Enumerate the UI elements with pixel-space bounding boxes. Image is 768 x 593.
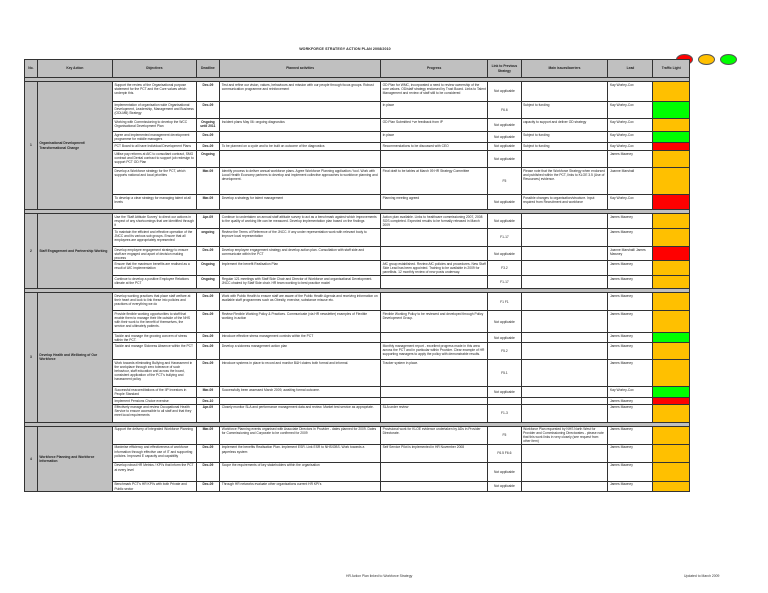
planned-activities bbox=[220, 151, 381, 168]
issues-barriers: Workforce Plan requested by NHS North West for Provider and Commissioning Directorates - please note that this work links in very closely (see request from other item) bbox=[521, 426, 608, 444]
col-link: Link to Previous Strategy bbox=[488, 60, 521, 78]
planned-activities: Implement the benefit Realisation Plan bbox=[220, 261, 381, 276]
progress: Flexible Working Policy to be reviewed and developed through Policy Development Group. bbox=[381, 311, 488, 333]
lead: James Mawney bbox=[608, 293, 653, 311]
table-row bbox=[25, 293, 690, 311]
planned-activities: Develop a sickness management action plan bbox=[220, 343, 381, 360]
lead: James Mawney bbox=[608, 360, 653, 387]
traffic-light-status bbox=[653, 151, 690, 168]
deadline: Dec-09 bbox=[196, 293, 220, 311]
progress: Tracker system in place. bbox=[381, 360, 488, 387]
progress: In place bbox=[381, 102, 488, 119]
objective: Agree and implemented management development programme for middle managers bbox=[112, 132, 196, 143]
table-row bbox=[25, 119, 690, 132]
traffic-light-status bbox=[653, 481, 690, 491]
col-traffic: Traffic Light bbox=[653, 60, 690, 78]
table-row bbox=[25, 481, 690, 491]
col-objectives: Objectives bbox=[112, 60, 196, 78]
deadline: Dec-09 bbox=[196, 360, 220, 387]
issues-barriers: Possible changes to organisation/structure. Input required from Recruitment and workforce bbox=[521, 195, 608, 210]
table-row bbox=[25, 151, 690, 168]
link-to-strategy: Not applicable bbox=[488, 82, 521, 102]
issues-barriers bbox=[521, 151, 608, 168]
col-deadline: Deadline bbox=[196, 60, 220, 78]
objective: Implement Pensions Choice exercise bbox=[112, 398, 196, 404]
progress bbox=[381, 293, 488, 311]
link-to-strategy: F5.1 bbox=[488, 360, 521, 387]
planned-activities bbox=[220, 132, 381, 143]
issues-barriers: Subject to funding bbox=[521, 132, 608, 143]
header-row bbox=[25, 60, 690, 78]
lead: James Mawney bbox=[608, 276, 653, 289]
lead: James Mawney bbox=[608, 398, 653, 404]
planned-activities: Scope the requirements of key stakeholders within the organisation bbox=[220, 462, 381, 481]
issues-barriers: Subject to funding bbox=[521, 143, 608, 151]
deadline: Apr-09 bbox=[196, 214, 220, 229]
deadline: Dec-09 bbox=[196, 102, 220, 119]
col-progress: Progress bbox=[381, 60, 488, 78]
issues-barriers bbox=[521, 82, 608, 102]
table-row bbox=[25, 168, 690, 195]
link-to-strategy: F6.5 F6.6 bbox=[488, 444, 521, 462]
col-issues: Main issues/barriers bbox=[521, 60, 608, 78]
planned-activities: Implement the benefits Realisation Plan. Implement ESR. Link ESR to NHS/OBS. Work towards a paperless system bbox=[220, 444, 381, 462]
objective: Maximise efficiency and effectiveness of workforce information through effective use of IT and supporting policies. Improved E capacity and capability bbox=[112, 444, 196, 462]
traffic-light-status bbox=[653, 195, 690, 210]
traffic-light-status bbox=[653, 261, 690, 276]
deadline: Mar-09 bbox=[196, 387, 220, 398]
objective: Develop employee engagement strategy to ensure staff are engaged and apart of decision making process bbox=[112, 247, 196, 261]
link-to-strategy: F1-17 bbox=[488, 229, 521, 247]
objective: To develop a clear strategy for managing talent at all levels bbox=[112, 195, 196, 210]
planned-activities: Regular 121 meetings with Staff Side Chair and Director of Workforce and organisational Development. JNCC chaired by Staff Side chair. HR team working to best practice model bbox=[220, 276, 381, 289]
planned-activities: To be planned on a cycle and to be built on outcome of the diagnostics bbox=[220, 143, 381, 151]
lead: James Mawney bbox=[608, 311, 653, 333]
table-row bbox=[25, 404, 690, 422]
section-number: 3 bbox=[25, 293, 38, 422]
objective: Develop a Workforce strategy for the PCT, which supports national and local priorities bbox=[112, 168, 196, 195]
deadline: Dec-09 bbox=[196, 333, 220, 343]
objective: Ensure that the maximum benefits are realised as a result of AfC implementation bbox=[112, 261, 196, 276]
col-lead: Lead bbox=[608, 60, 653, 78]
link-to-strategy: Not applicable bbox=[488, 481, 521, 491]
planned-activities: Develop a strategy for talent management bbox=[220, 195, 381, 210]
issues-barriers: capacity to support and deliver OD strategy bbox=[521, 119, 608, 132]
deadline: Apr-09 bbox=[196, 404, 220, 422]
lead: James Mawney bbox=[608, 229, 653, 247]
table-row bbox=[25, 229, 690, 247]
issues-barriers bbox=[521, 247, 608, 261]
issues-barriers bbox=[521, 462, 608, 481]
progress bbox=[381, 387, 488, 398]
traffic-light-status bbox=[653, 444, 690, 462]
objective: Tackle and manage the growing concern of stress within the PCT. bbox=[112, 333, 196, 343]
planned-activities: Identify process to deliver annual workforce plans. Agree Workforce Planning application / tool. Work with Local Health Economy partners to develop and implement collective approaches to workforce planning and development. bbox=[220, 168, 381, 195]
issues-barriers: Please note that the Workforce Strategy when endorsed and published within the PCT, links to KLOE 3.5 (Use of Resources) evidence. bbox=[521, 168, 608, 195]
link-to-strategy: F5 bbox=[488, 426, 521, 444]
issues-barriers bbox=[521, 293, 608, 311]
deadline: Dec-09 bbox=[196, 143, 220, 151]
deadline: Dec-09 bbox=[196, 444, 220, 462]
issues-barriers: Subject to funding bbox=[521, 102, 608, 119]
traffic-light-status bbox=[653, 119, 690, 132]
progress: Final draft to be tables at March 09 HR Strategy Committee bbox=[381, 168, 488, 195]
table-row bbox=[25, 261, 690, 276]
link-to-strategy: Not applicable bbox=[488, 247, 521, 261]
lead: Kay Worley-Cox bbox=[608, 102, 653, 119]
progress: Provisional work for KLOE evidence undertaken by ADs in Provider Directorate. bbox=[381, 426, 488, 444]
deadline: Ongoing until 2011 bbox=[196, 119, 220, 132]
issues-barriers bbox=[521, 333, 608, 343]
section-number: 1 bbox=[25, 82, 38, 210]
page-title: WORKFORCE STRATEGY ACTION PLAN 2008/2010 bbox=[299, 47, 391, 51]
progress: OD Plan Submitted +ve feedback from IP bbox=[381, 119, 488, 132]
link-to-strategy: Not applicable bbox=[488, 462, 521, 481]
progress: AfC group established. Review AfC policies and procedures. New Staff Side Lead has been appointed. Training to be available in 2009 for panellists. 12 monthly review of new posts underway. bbox=[381, 261, 488, 276]
table-row bbox=[25, 143, 690, 151]
deadline: Dec-10 bbox=[196, 398, 220, 404]
progress: OD Plan for WMC, incorporated a need to review ownership of the core values. OD/staff strategy endorsed by Trust Board. Links to Talent Management and review of staff still to be considered bbox=[381, 82, 488, 102]
table-row bbox=[25, 462, 690, 481]
section-number: 2 bbox=[25, 214, 38, 289]
planned-activities bbox=[220, 102, 381, 119]
action-plan-table bbox=[24, 59, 690, 492]
traffic-light-status bbox=[653, 404, 690, 422]
traffic-light-status bbox=[653, 462, 690, 481]
traffic-light-status bbox=[653, 214, 690, 229]
traffic-light-status bbox=[653, 132, 690, 143]
traffic-light-status bbox=[653, 102, 690, 119]
progress: In place bbox=[381, 132, 488, 143]
deadline: Dec-09 bbox=[196, 132, 220, 143]
objective: Develop robust HR Metrics / KPI's that inform the PCT at every level bbox=[112, 462, 196, 481]
lead: James Mawney bbox=[608, 481, 653, 491]
progress bbox=[381, 276, 488, 289]
planned-activities: Successfully been assessed March 2009, awaiting formal outcome. bbox=[220, 387, 381, 398]
progress bbox=[381, 333, 488, 343]
link-to-strategy: Not applicable bbox=[488, 311, 521, 333]
issues-barriers bbox=[521, 214, 608, 229]
deadline: Ongoing bbox=[196, 261, 220, 276]
key-action: Develop Health and Wellbeing of Our Workforce bbox=[37, 293, 112, 422]
lead: James Mawney bbox=[608, 214, 653, 229]
issues-barriers bbox=[521, 360, 608, 387]
objective: Develop working practices that place staff welfare at their heart and look to link these into policies and practices of everything we do bbox=[112, 293, 196, 311]
table-row bbox=[25, 333, 690, 343]
issues-barriers bbox=[521, 404, 608, 422]
table-row bbox=[25, 195, 690, 210]
deadline: Dec-09 bbox=[196, 343, 220, 360]
planned-activities: Introduce effective stress management controls within the PCT bbox=[220, 333, 381, 343]
issues-barriers bbox=[521, 229, 608, 247]
link-to-strategy: F1-3 bbox=[488, 404, 521, 422]
lead: James Mawney bbox=[608, 333, 653, 343]
lead: James Mawney bbox=[608, 404, 653, 422]
lead: Joanne Marshall/ James Mawney bbox=[608, 247, 653, 261]
objective: Support the review of the Organisational purpose statement for the PCT and the Core values which underpin this. bbox=[112, 82, 196, 102]
objective: Provide flexible working opportunities to staff that enable them to manage their life outside of the NHS with their work to the benefit of themselves, the service and ultimately patients. bbox=[112, 311, 196, 333]
traffic-light-status bbox=[653, 311, 690, 333]
link-to-strategy: Not applicable bbox=[488, 143, 521, 151]
link-to-strategy: Not applicable bbox=[488, 195, 521, 210]
lead: Kay Worley-Cox bbox=[608, 143, 653, 151]
traffic-light-status bbox=[653, 293, 690, 311]
lead: Kay Worley-Cox bbox=[608, 387, 653, 398]
lead: Kay Worley-Cox bbox=[608, 82, 653, 102]
planned-activities: Review the Terms of Reference of the JNCC. If any under representation work with relevant body to improve local representation bbox=[220, 229, 381, 247]
key-action: Staff Engagement and Partnership Working bbox=[37, 214, 112, 289]
lead: James Mawney bbox=[608, 426, 653, 444]
objective: To maintain the efficient and effective operation of the JNCC and its various sub groups. Ensure that all employees are appropriately represented bbox=[112, 229, 196, 247]
planned-activities: Work with Public Health to ensure staff are aware of the Public Health Agenda and receiving information on available staff programmes such as Obesity, exercise, substance misuse etc. bbox=[220, 293, 381, 311]
planned-activities: Incident plans May 06: ongoing diagnostics bbox=[220, 119, 381, 132]
traffic-light-status bbox=[653, 247, 690, 261]
objective: Working with Commissioning to develop the WCC Organisational Development Plan bbox=[112, 119, 196, 132]
table-row bbox=[25, 360, 690, 387]
traffic-light-status bbox=[653, 343, 690, 360]
planned-activities: Review Flexible Working Policy & Practices. Communicate (via HR newsletter) examples of Flexible working in action bbox=[220, 311, 381, 333]
traffic-light-status bbox=[653, 276, 690, 289]
table-row bbox=[25, 426, 690, 444]
section-number: 4 bbox=[25, 426, 38, 492]
link-to-strategy: F5 bbox=[488, 168, 521, 195]
deadline: Ongoing bbox=[196, 276, 220, 289]
objective: Implementation of organisation wide Organisational Development, Leadership, Management and Business (ODLMB) Strategy bbox=[112, 102, 196, 119]
lead: Kay Worley-Cox bbox=[608, 195, 653, 210]
lead: Joanne Marshall bbox=[608, 168, 653, 195]
lead: James Mawney bbox=[608, 261, 653, 276]
link-to-strategy: Not applicable bbox=[488, 214, 521, 229]
planned-activities: Continue to undertaken an annual staff attitude survey to act as a benchmark against which improvements to the quality of working life can be measured. Develop implementation plan based on the findings bbox=[220, 214, 381, 229]
col-key-action: Key Action bbox=[37, 60, 112, 78]
issues-barriers bbox=[521, 481, 608, 491]
progress: SLA under review bbox=[381, 404, 488, 422]
progress: Planning meeting agreed bbox=[381, 195, 488, 210]
table-row bbox=[25, 132, 690, 143]
objective: Continue to develop a positive Employee Relations climate at the PCT bbox=[112, 276, 196, 289]
objective: Effectively manage and review Occupational Health Service to ensure accessible to all staff and that they meet local requirements bbox=[112, 404, 196, 422]
table-row bbox=[25, 387, 690, 398]
traffic-light-status bbox=[653, 168, 690, 195]
deadline: Dec-09 bbox=[196, 82, 220, 102]
table-row bbox=[25, 247, 690, 261]
lead: Kay Worley-Cox bbox=[608, 132, 653, 143]
planned-activities: Closely monitor SLA and performance management data and review. Market test service as appropriate. bbox=[220, 404, 381, 422]
deadline: Dec-09 bbox=[196, 462, 220, 481]
footer-left: HR Action Plan linked to Workforce Strategy bbox=[346, 574, 413, 578]
table-row bbox=[25, 82, 690, 102]
lead: James Mawney bbox=[608, 151, 653, 168]
traffic-light-status bbox=[653, 82, 690, 102]
planned-activities: Through HR networks evaluate other organisations current HR KPI's bbox=[220, 481, 381, 491]
progress: Recommendations to be discussed with CEO bbox=[381, 143, 488, 151]
col-no: No. bbox=[25, 60, 38, 78]
link-to-strategy: Not applicable bbox=[488, 387, 521, 398]
table-row bbox=[25, 311, 690, 333]
lead: James Mawney bbox=[608, 444, 653, 462]
objective: PCT Board to all have Individual Development Plans bbox=[112, 143, 196, 151]
deadline: ongoing bbox=[196, 229, 220, 247]
planned-activities: Develop employee engagement strategy and develop action plan. Consultation with staff side and communicate within the PCT bbox=[220, 247, 381, 261]
deadline: Mar-09 bbox=[196, 195, 220, 210]
objective: Utilise pay reforms at AfC to consultant contract, SMG contract and Dental contract to support job redesign to support PCT OD Plan bbox=[112, 151, 196, 168]
link-to-strategy: F5.2 bbox=[488, 343, 521, 360]
amber-light-icon bbox=[698, 54, 715, 65]
issues-barriers bbox=[521, 444, 608, 462]
progress bbox=[381, 247, 488, 261]
traffic-light-status bbox=[653, 229, 690, 247]
deadline: Mar-09 bbox=[196, 426, 220, 444]
link-to-strategy: F1 F1 bbox=[488, 293, 521, 311]
deadline: Dec-09 bbox=[196, 311, 220, 333]
issues-barriers bbox=[521, 343, 608, 360]
objective: Work towards eliminating Bullying and Harassment in the workplace through zero tolerance of such behaviour, staff education and across the board, consistent application of the PCT's bullying and harassment policy bbox=[112, 360, 196, 387]
deadline: Dec-09 bbox=[196, 481, 220, 491]
footer-right: Updated to March 2009 bbox=[684, 574, 720, 578]
planned-activities: Test and refine our vision, values, behaviours and mission with our people through focus groups. Robust communication programme and reinforcement bbox=[220, 82, 381, 102]
table-row bbox=[25, 102, 690, 119]
issues-barriers bbox=[521, 311, 608, 333]
progress bbox=[381, 229, 488, 247]
table-row bbox=[25, 276, 690, 289]
table-row bbox=[25, 343, 690, 360]
objective: Use the 'Staff Attitude Survey' to direct our actions in respect of any shortcomings that are identified through it bbox=[112, 214, 196, 229]
planned-activities: Introduce systems in place to record and monitor B&H claims both formal and informal. bbox=[220, 360, 381, 387]
progress bbox=[381, 481, 488, 491]
progress bbox=[381, 462, 488, 481]
lead: James Mawney bbox=[608, 462, 653, 481]
objective: Benchmark PCT's HR KPI's with both Private and Public sector bbox=[112, 481, 196, 491]
link-to-strategy: F6.6 bbox=[488, 102, 521, 119]
issues-barriers bbox=[521, 387, 608, 398]
traffic-light-status bbox=[653, 143, 690, 151]
objective: Tackle and manage Sickness Absence within the PCT bbox=[112, 343, 196, 360]
link-to-strategy: Not applicable bbox=[488, 119, 521, 132]
link-to-strategy: F3.2 bbox=[488, 261, 521, 276]
planned-activities: Workforce Planning events organised with Associate Directors in Provider - dates planned for 2009. Dates for Commissioning and Corporate to be confirmed for 2009 bbox=[220, 426, 381, 444]
link-to-strategy: Not applicable bbox=[488, 151, 521, 168]
link-to-strategy: Not applicable bbox=[488, 132, 521, 143]
progress: Action plan available. Links to healthcare commissioning 2007, 2008 SOS completed. Expected results to be formally released in March 2009 bbox=[381, 214, 488, 229]
green-light-icon bbox=[720, 54, 737, 65]
deadline: Dec-09 bbox=[196, 247, 220, 261]
key-action: Organisational Development/ Transformational Change bbox=[37, 82, 112, 210]
col-planned: Planned activities bbox=[220, 60, 381, 78]
objective: Successful reaccreditations of the IIP Investors in People Standard bbox=[112, 387, 196, 398]
issues-barriers bbox=[521, 276, 608, 289]
traffic-light-status bbox=[653, 360, 690, 387]
progress bbox=[381, 151, 488, 168]
issues-barriers bbox=[521, 261, 608, 276]
lead: Kay Worley-Cox bbox=[608, 119, 653, 132]
link-to-strategy: F1-17 bbox=[488, 276, 521, 289]
lead: James Mawney bbox=[608, 343, 653, 360]
traffic-light-status bbox=[653, 387, 690, 398]
table-row bbox=[25, 444, 690, 462]
link-to-strategy: Not applicable bbox=[488, 333, 521, 343]
deadline: Ongoing bbox=[196, 151, 220, 168]
progress: Self Service Pilot is implemented in HR November 2008 bbox=[381, 444, 488, 462]
objective: Support the delivery of Integrated Workforce Planning bbox=[112, 426, 196, 444]
deadline: Mar-09 bbox=[196, 168, 220, 195]
traffic-light-status bbox=[653, 333, 690, 343]
key-action: Workforce Planning and Workforce Information bbox=[37, 426, 112, 492]
progress: Monthly management report - excellent progress made in this area across the PCT and in particular within Provider. Clear example of HR supporting managers to apply the policy with demonstrable results. bbox=[381, 343, 488, 360]
traffic-light-status bbox=[653, 426, 690, 444]
table-row bbox=[25, 214, 690, 229]
